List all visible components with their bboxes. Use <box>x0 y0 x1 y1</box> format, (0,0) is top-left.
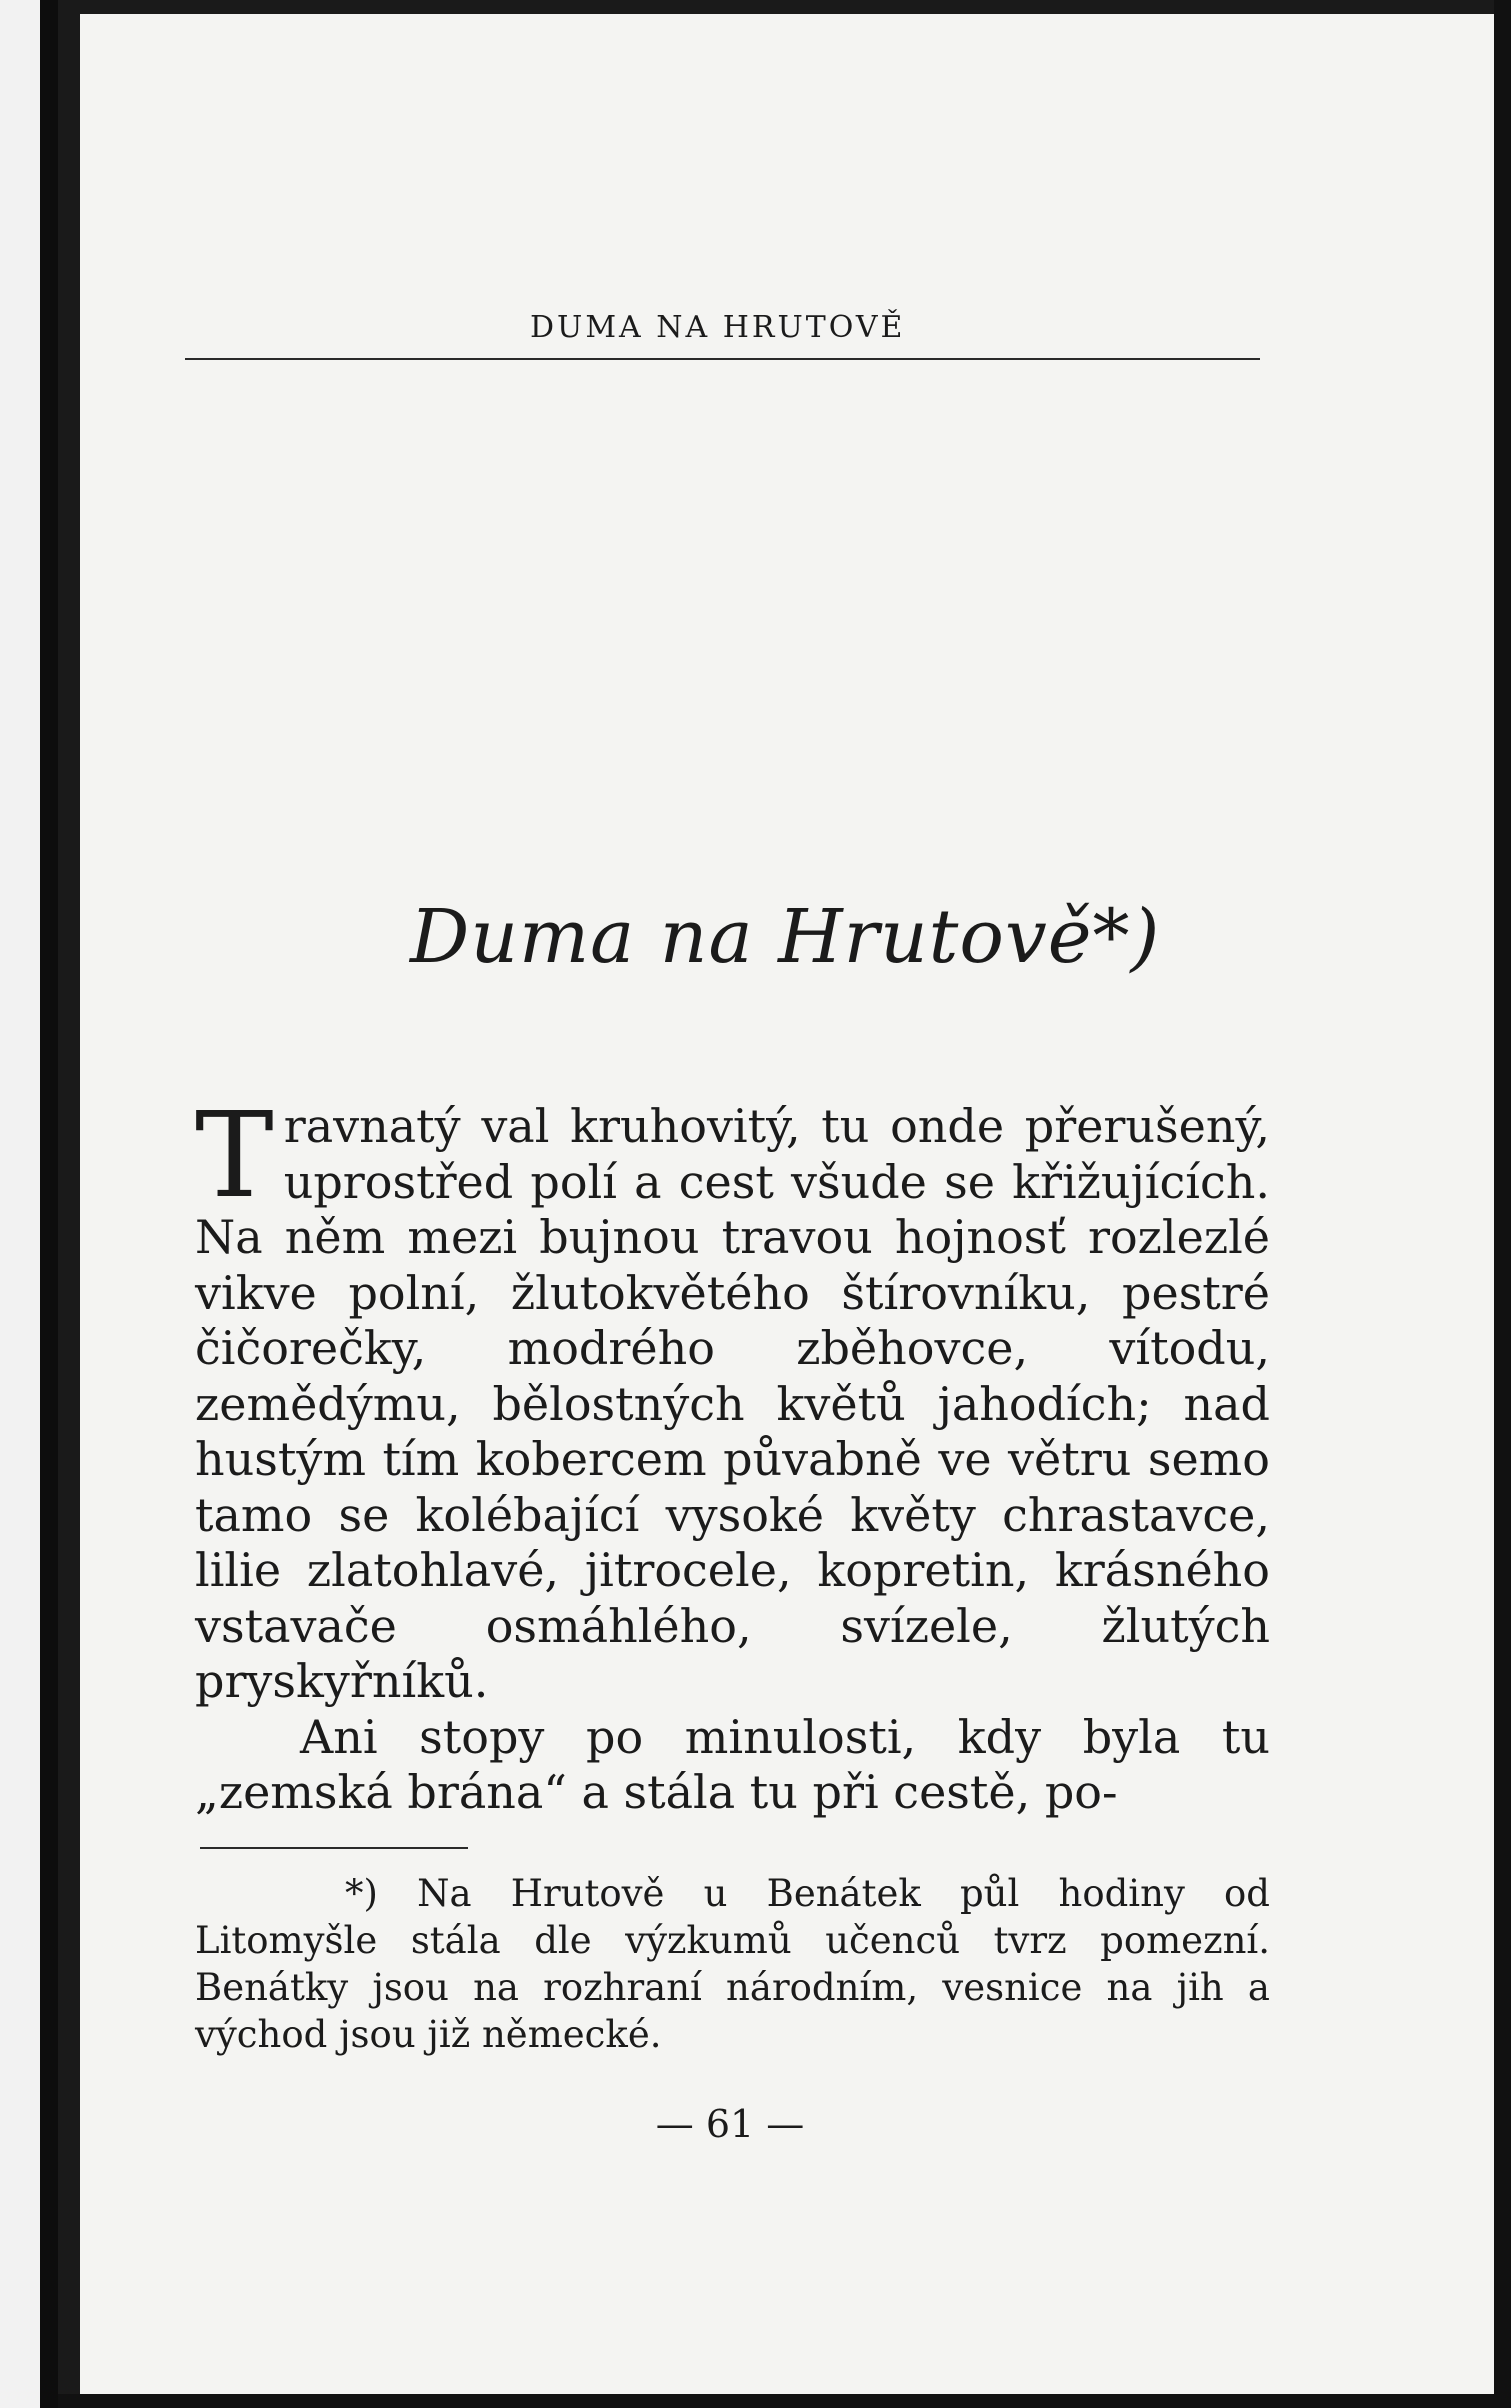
scan-edge-right <box>1494 0 1511 2408</box>
chapter-title: Duma na Hrutově*) <box>410 894 1161 980</box>
running-head: DUMA NA HRUTOVĚ <box>530 310 906 345</box>
header-rule <box>185 358 1260 360</box>
paragraph-1: Travnatý val kruhovitý, tu onde přerušený, uprostřed polí a cest všude se křižujících. Na něm mezi bujnou travou hojnosť rozlezlé vikve polní, žlutokvětého štírovníku, pestré čičorečky, modrého zběhovce, vítodu, zemědýmu, bělostných květů jahodích; nad hustým tím kobercem půvabně ve větru semo tamo se kolébající vysoké květy chrastavce, lilie zlatohlavé, jitrocele, kopretin, krásného vstavače osmáhlého, svízele, žlutých pryskyřníků. <box>195 1086 1270 1708</box>
footnote: *) Na Hrutově u Benátek půl hodiny od Litomyšle stála dle výzkumů učenců tvrz pomezní. Benátky jsou na rozhraní národním, vesnice na jih a východ jsou již německé. <box>195 1872 1270 2056</box>
page-number: — 61 — <box>655 2102 805 2146</box>
footnote-rule <box>200 1847 468 1849</box>
scan-edge-bottom <box>58 2394 1511 2408</box>
paragraph-2: Ani stopy po minulosti, kdy byla tu „zemská brána“ a stála tu při cestě, po- <box>195 1709 1270 1819</box>
body-text <box>195 1086 1270 1821</box>
book-page <box>80 14 1494 2394</box>
book-spine <box>0 0 58 2408</box>
